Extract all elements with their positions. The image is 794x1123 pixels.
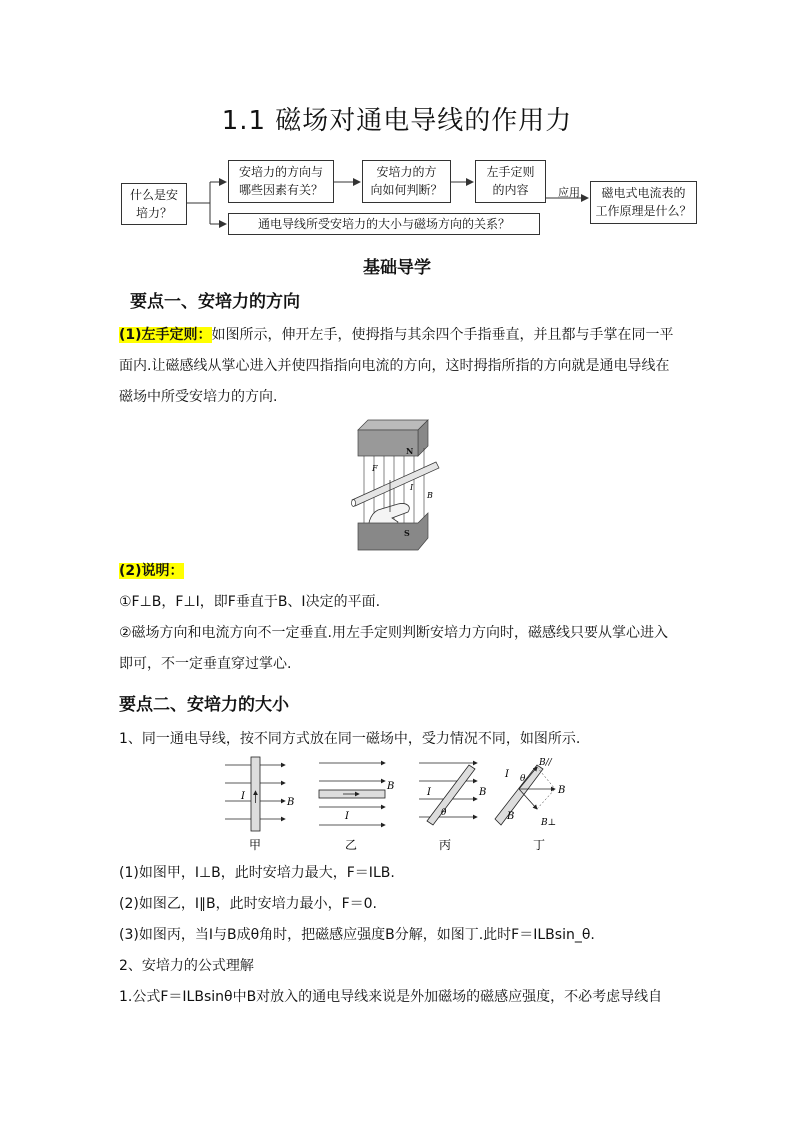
flow-text: 磁电式电流表的 (601, 186, 686, 200)
flow-text: 向如何判断？ (370, 183, 443, 197)
label-i: I (410, 483, 414, 492)
label-f: F (372, 464, 378, 473)
caption-yi: 乙 (345, 838, 358, 852)
label-b: B (427, 491, 433, 500)
fig-ding-i: I (505, 769, 509, 780)
point2-intro: 1、同一通电导线，按不同方式放在同一磁场中，受力情况不同，如图所示. (119, 731, 581, 747)
heading-point-2: 要点二、安培力的大小 (119, 695, 289, 715)
page-title: 1.1 磁场对通电导线的作用力 (221, 106, 573, 136)
fig-jia-i: I (241, 791, 245, 802)
case-line: (1)如图甲，I⊥B，此时安培力最大，F＝ILB. (119, 865, 395, 881)
fig-ding-bpar: B// (539, 758, 552, 768)
flow-box-magnitude: 通电导线所受安培力的大小与磁场方向的关系？ (228, 213, 540, 235)
flow-text: 工作原理是什么？ (595, 204, 692, 218)
rule-line: 如图所示，伸开左手，使拇指与其余四个手指垂直，并且都与手掌在同一平 (211, 327, 674, 343)
note-line: ②磁场方向和电流方向不一定垂直.用左手定则判断安培力方向时，磁感线只要从掌心进入 (119, 625, 668, 641)
rule-label: (1)左手定则： (119, 327, 212, 343)
fig-bing-theta: θ (441, 808, 447, 818)
rule-line: 磁场中所受安培力的方向. (119, 389, 278, 405)
fig-jia-b: B (287, 797, 295, 808)
flow-arrow-label: 应用 (558, 186, 580, 199)
flow-box-direction-factors (228, 160, 334, 203)
notes-paragraph (119, 556, 679, 680)
flow-text: 哪些因素有关？ (238, 183, 323, 197)
case-line: (2)如图乙，I∥B，此时安培力最小，F＝0. (119, 896, 377, 912)
left-hand-rule-paragraph (119, 320, 679, 413)
fig-bing-b: B (479, 787, 487, 798)
flow-box-direction-judgment (362, 160, 451, 203)
label-n: N (406, 446, 414, 456)
rule-line: 面内.让磁感线从掌心进入并使四指指向电流的方向，这时拇指所指的方向就是通电导线在 (119, 358, 670, 374)
fig-yi-i: I (345, 811, 349, 822)
left-hand-rule-figure (350, 418, 450, 554)
caption-jia: 甲 (249, 838, 262, 852)
note-line: ①F⊥B，F⊥I，即F垂直于B、I决定的平面. (119, 594, 381, 610)
fig-ding-b-wire: B (507, 811, 515, 822)
fig-ding-b: B (558, 785, 566, 796)
flow-text: 安培力的方 (376, 165, 437, 179)
caption-ding: 丁 (533, 838, 546, 852)
flow-text: 左手定则 (486, 165, 535, 179)
fig-ding-bperp: B⊥ (541, 818, 557, 828)
flow-box-galvanometer (590, 181, 697, 224)
subheading-formula: 2、安培力的公式理解 (119, 958, 254, 974)
flow-text: 的内容 (492, 183, 529, 197)
fig-ding-theta: θ (520, 774, 526, 784)
fig-bing-i: I (427, 787, 431, 798)
flow-text: 什么是安 (129, 188, 178, 202)
heading-point-1: 要点一、安培力的方向 (130, 292, 300, 312)
flow-text: 安培力的方向与 (238, 165, 323, 179)
flow-text: 培力？ (135, 206, 172, 220)
cases-paragraph (119, 858, 679, 1013)
note-line: 即可，不一定垂直穿过掌心. (119, 656, 292, 672)
note-label: (2)说明： (119, 563, 184, 579)
flow-box-what-is-ampere-force (121, 183, 187, 225)
case-line: (3)如图丙，当I与B成θ角时，把磁感应强度B分解，如图丁.此时F＝ILBsin_θ. (119, 927, 595, 943)
flow-box-left-hand-rule (475, 160, 546, 203)
formula-item: 1.公式F＝ILBsinθ中B对放入的通电导线来说是外加磁场的磁感应强度，不必考虑导线自 (119, 989, 663, 1005)
four-cases-figure (215, 755, 595, 855)
fig-yi-b: B (387, 781, 395, 792)
label-s: S (404, 528, 410, 538)
caption-bing: 丙 (439, 838, 452, 852)
section-title: 基础导学 (363, 258, 431, 278)
